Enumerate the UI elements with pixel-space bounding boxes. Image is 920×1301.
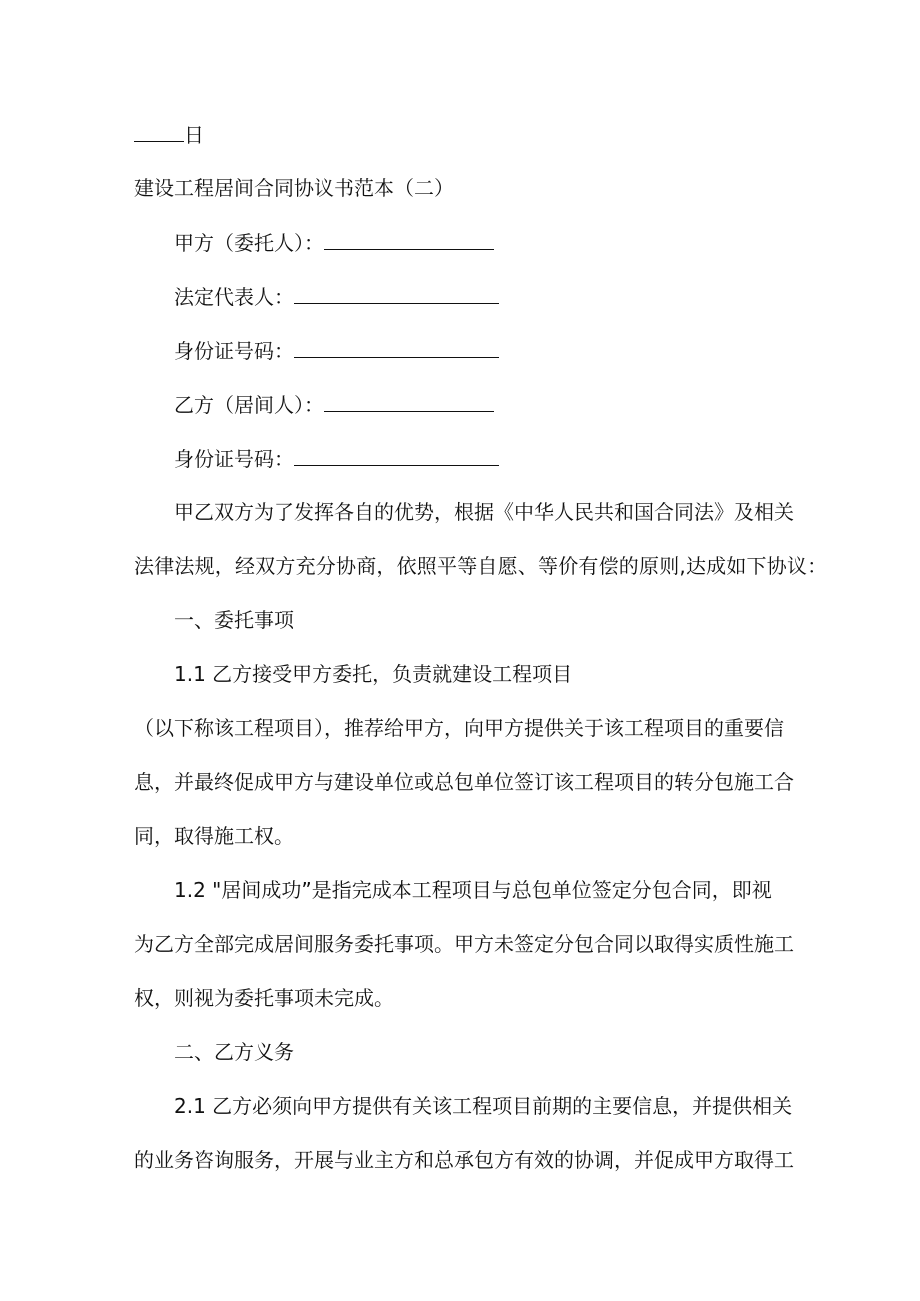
party-a-label: 甲方（委托人）： [174,231,324,255]
clause-1-1-line-2: （以下称该工程项目），推荐给甲方，向甲方提供关于该工程项目的重要信 [134,716,784,740]
id-number-label-a: 身份证号码： [174,339,294,363]
party-a-blank[interactable] [324,228,494,250]
party-a-row [174,228,494,257]
clause-2-1-line-2: 的业务咨询服务，开展与业主方和总承包方有效的协调，并促成甲方取得工 [134,1148,794,1172]
section-1-heading: 一、委托事项 [174,608,294,632]
clause-1-2-line-3: 权，则视为委托事项未完成。 [134,986,394,1010]
document-title: 建设工程居间合同协议书范本（二） [134,176,454,200]
date-day-label: 日 [184,123,204,147]
party-b-blank[interactable] [324,390,494,412]
day-blank[interactable] [134,120,184,142]
clause-1-2-line-2: 为乙方全部完成居间服务委托事项。甲方未签定分包合同以取得实质性施工 [134,932,794,956]
clause-1-1-line-1: 1.1 乙方接受甲方委托，负责就建设工程项目 [174,662,573,686]
legal-representative-row [174,282,499,311]
intro-line-1: 甲乙双方为了发挥各自的优势，根据《中华人民共和国合同法》及相关 [174,500,794,524]
clause-1-1-line-3: 息，并最终促成甲方与建设单位或总包单位签订该工程项目的转分包施工合 [134,770,794,794]
clause-2-1-line-1: 2.1 乙方必须向甲方提供有关该工程项目前期的主要信息，并提供相关 [174,1094,793,1118]
id-number-blank-b[interactable] [294,444,499,466]
date-line [134,120,204,149]
legal-representative-label: 法定代表人： [174,285,294,309]
party-b-row [174,390,494,419]
legal-representative-blank[interactable] [294,282,499,304]
id-number-blank-a[interactable] [294,336,499,358]
section-2-heading: 二、乙方义务 [174,1040,294,1064]
clause-1-2-line-1: 1.2 "居间成功”是指完成本工程项目与总包单位签定分包合同，即视 [174,878,772,902]
intro-line-2: 法律法规，经双方充分协商，依照平等自愿、等价有偿的原则,达成如下协议： [134,554,828,578]
id-number-label-b: 身份证号码： [174,447,294,471]
id-number-row-b [174,444,499,473]
id-number-row-a [174,336,499,365]
party-b-label: 乙方（居间人）： [174,393,324,417]
clause-1-1-line-4: 同，取得施工权。 [134,824,294,848]
